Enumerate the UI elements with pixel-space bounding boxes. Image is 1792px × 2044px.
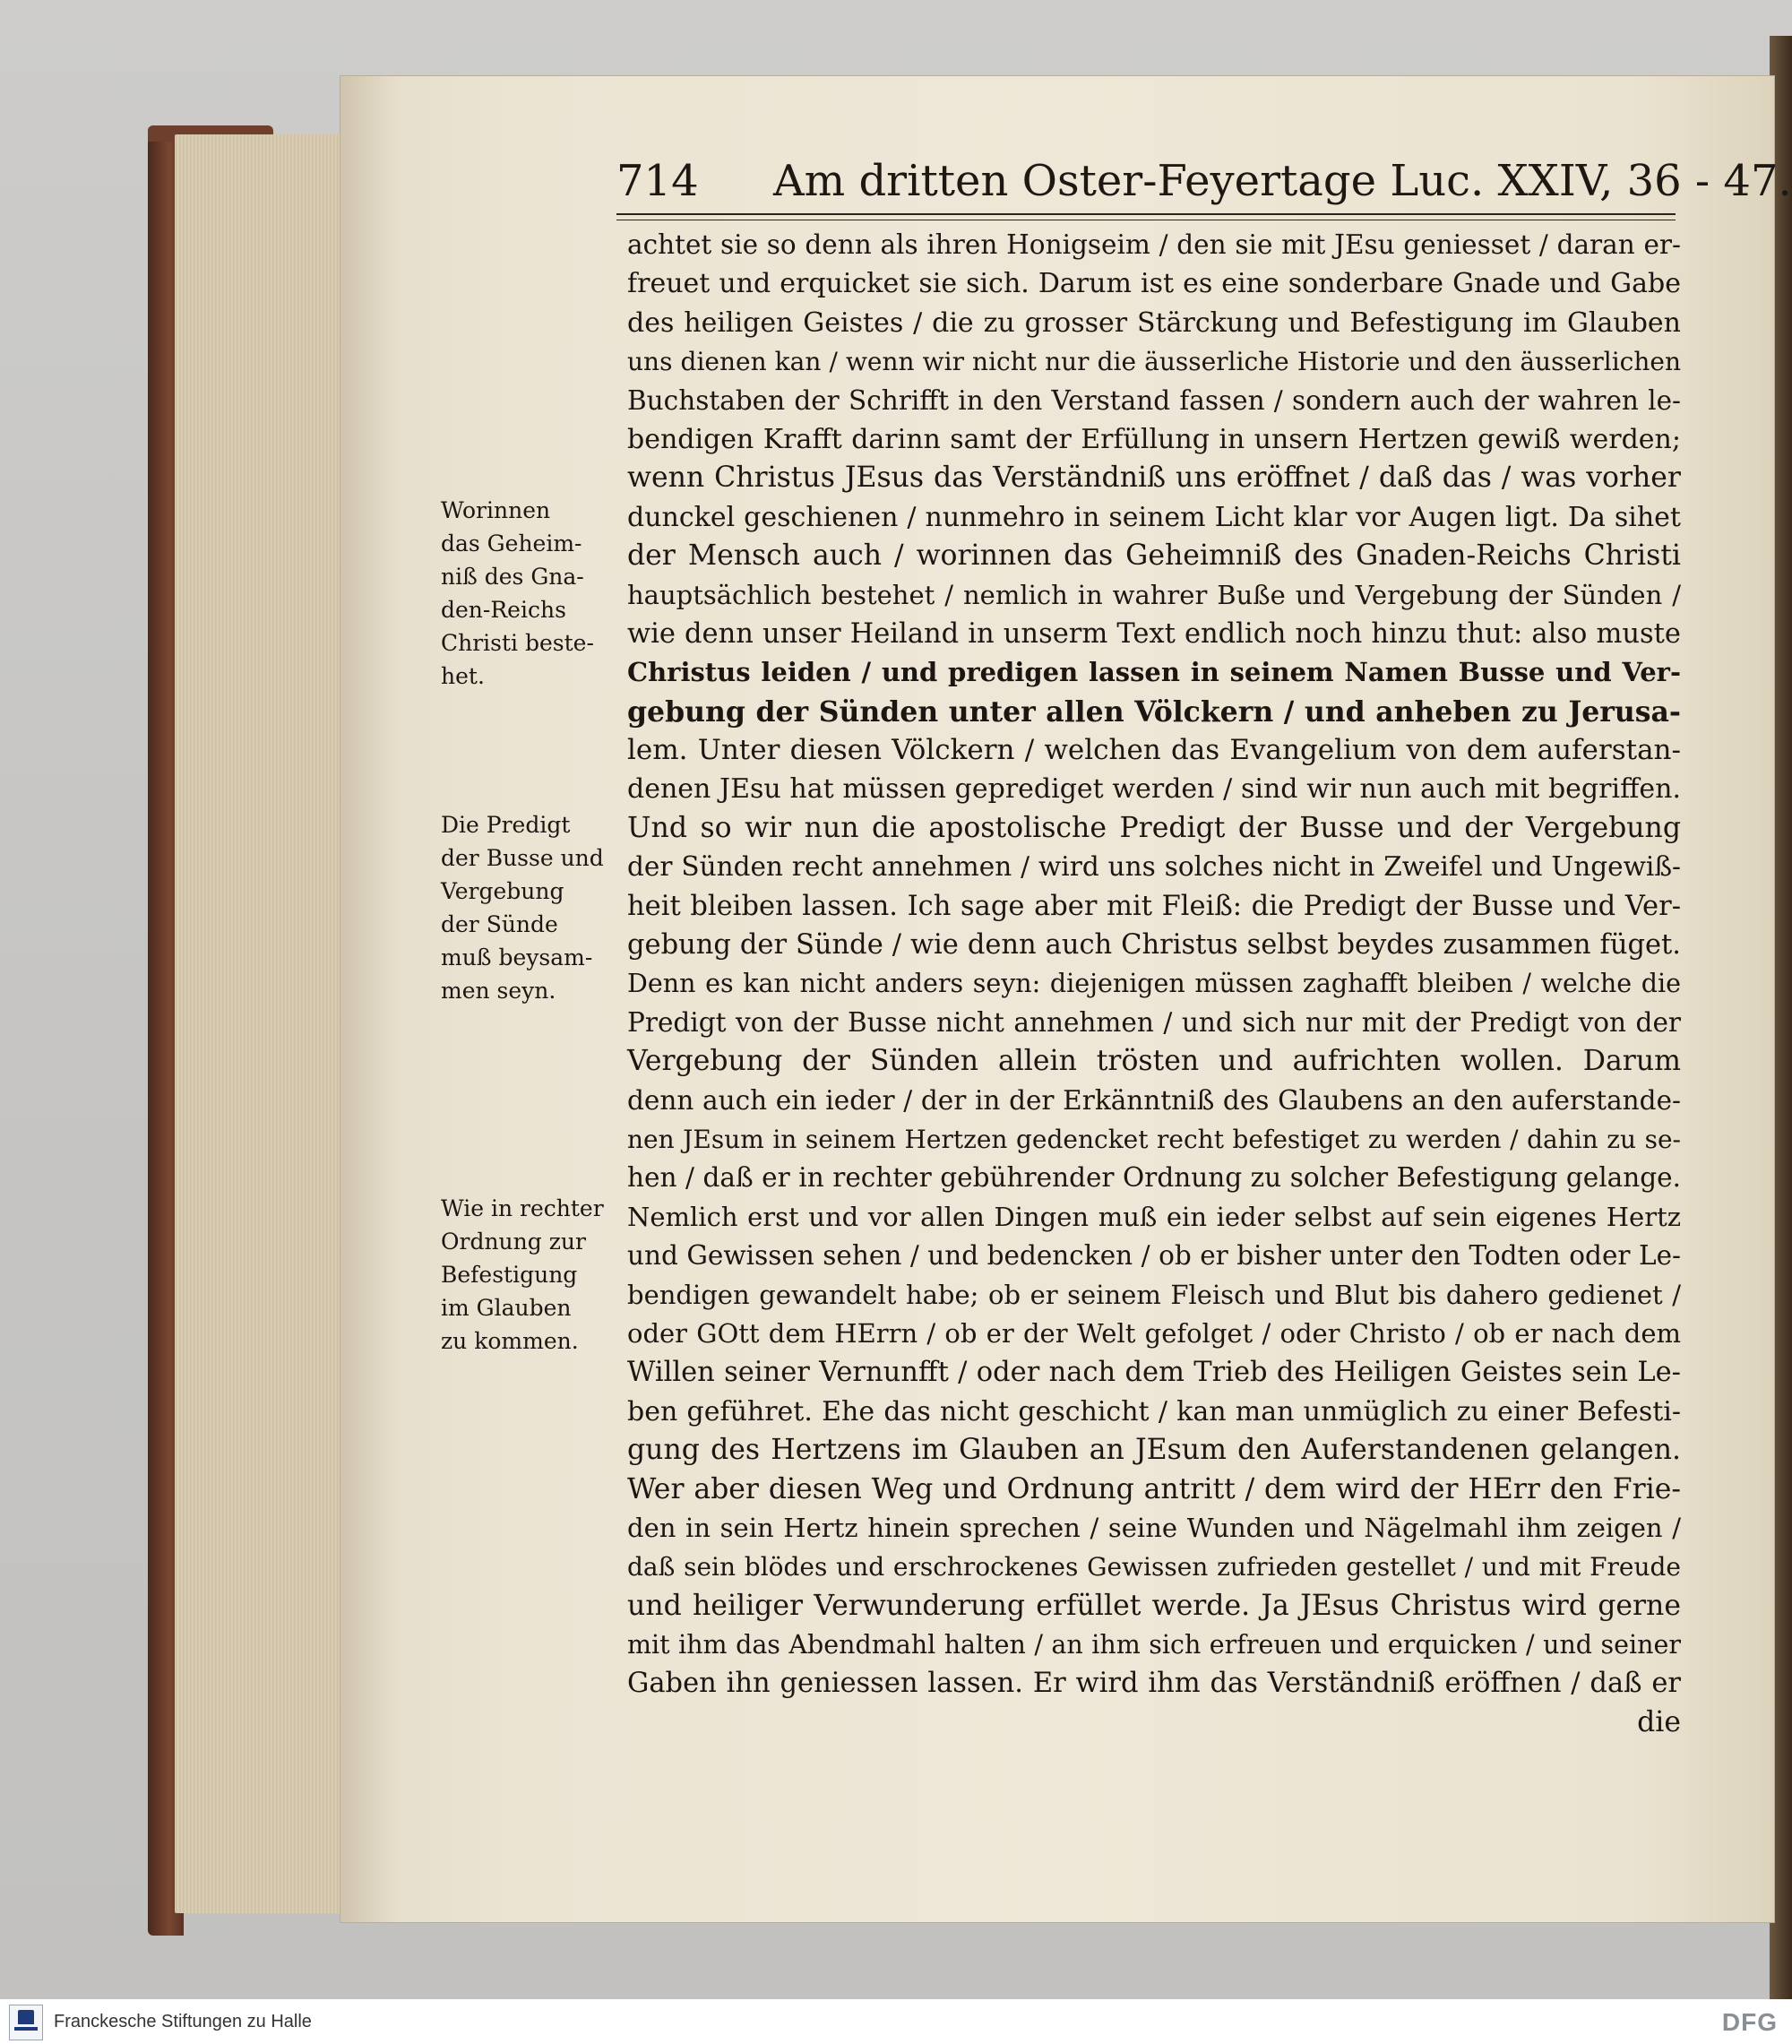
marginal-line: der Busse und [441,845,604,871]
text-line: denen JEsu hat müssen geprediget werden / sind wir nun auch mit begriffen. [627,773,1681,806]
text-line: den in sein Hertz hinein sprechen / seine Wunden und Nägelmahl ihm zeigen / [627,1512,1681,1543]
text-line: achtet sie so denn als ihren Honigseim / den sie mit JEsu geniesset / daran er- [627,229,1681,260]
text-line: lem. Unter diesen Völckern / welchen das Evangelium von dem auferstan- [627,734,1681,767]
text-line: denn auch ein ieder / der in der Erkänntniß des Glaubens an den auferstande- [627,1084,1681,1116]
text-line: Predigt von der Busse nicht annehmen / und sich nur mit der Predigt von der [627,1006,1681,1038]
text-line: bendigen Krafft darinn samt der Erfüllung in unsern Hertzen gewiß werden; [627,423,1681,455]
marginal-line: das Geheim- [441,530,582,556]
text-line: ben geführet. Ehe das nicht geschicht / kan man unmüglich zu einer Befesti- [627,1395,1681,1427]
marginal-line: im Glauben [441,1295,572,1321]
dfg-logo[interactable]: DFG [1721,2008,1778,2036]
text-line: Vergebung der Sünden allein trösten und aufrichten wollen. Darum [627,1045,1681,1078]
text-line: freuet und erquicket sie sich. Darum ist es eine sonderbare Gnade und Gabe [627,268,1681,300]
text-line: uns dienen kan / wenn wir nicht nur die äusserliche Historie und den äusserlichen [627,347,1681,377]
page-header [616,156,1792,210]
marginal-line: men seyn. [441,978,556,1004]
text-line: daß sein blödes und erschrockenes Gewissen zufrieden gestellet / und mit Freude [627,1552,1681,1583]
page-number: 714 [616,156,699,206]
text-line: dunckel geschienen / nunmehro in seinem Licht klar vor Augen ligt. Da sihet [627,501,1681,533]
page-block-edges [175,134,354,1913]
text-line: bendigen gewandelt habe; ob er seinem Fleisch und Blut bis dahero gedienet / [627,1279,1681,1310]
marginal-line: niß des Gna- [441,564,584,590]
header-rule [616,213,1676,215]
marginal-line: der Sünde [441,911,558,937]
text-line: des heiligen Geistes / die zu grosser Stärckung und Befestigung im Glauben [627,306,1681,339]
text-line: gebung der Sünde / wie denn auch Christus selbst beydes zusammen füget. [627,929,1681,962]
text-line: Willen seiner Vernunfft / oder nach dem Trieb des Heiligen Geistes sein Le- [627,1357,1681,1389]
text-line: gebung der Sünden unter allen Völckern / und anheben zu Jerusa- [627,694,1681,729]
text-line: und heiliger Verwunderung erfüllet werde. Ja JEsus Christus wird gerne [627,1589,1681,1622]
marginal-note-3 [441,1192,620,1358]
text-line: Christus leiden / und predigen lassen in seinem Namen Busse und Ver- [627,657,1681,688]
text-line: Wer aber diesen Weg und Ordnung antritt / dem wird der HErr den Frie- [627,1472,1681,1505]
text-line: wie denn unser Heiland in unserm Text endlich noch hinzu thut: also muste [627,617,1681,650]
text-line: Denn es kan nicht anders seyn: diejenigen müssen zaghafft bleiben / welche die [627,969,1681,999]
text-line: hauptsächlich bestehet / nemlich in wahrer Buße und Vergebung der Sünden / [627,579,1681,610]
marginal-line: Wie in rechter [441,1195,604,1221]
text-line: Gaben ihn geniessen lassen. Er wird ihm das Verständniß eröffnen / daß er [627,1668,1681,1700]
marginal-line: Vergebung [441,878,564,904]
text-line: oder GOtt dem HErrn / ob er der Welt gefolget / oder Christo / ob er nach dem [627,1317,1681,1349]
text-line: hen / daß er in rechter gebührender Ordnung zu solcher Befestigung gelange. [627,1162,1681,1194]
marginal-note-2 [441,808,620,1007]
text-line: Nemlich erst und vor allen Dingen muß ein ieder selbst auf sein eigenes Hertz [627,1201,1681,1232]
body-text [627,226,1681,1742]
text-line: nen JEsum in seinem Hertzen gedencket recht befestiget zu werden / dahin zu se- [627,1124,1681,1154]
text-line: gung des Hertzens im Glauben an JEsum den Auferstandenen gelangen. [627,1434,1681,1467]
marginal-line: muß beysam- [441,944,593,970]
text-line: wenn Christus JEsus das Verständniß uns eröffnet / daß das / was vorher [627,461,1681,495]
text-line: Buchstaben der Schrifft in den Verstand fassen / sondern auch der wahren le- [627,384,1681,416]
marginal-line: zu kommen. [441,1328,579,1354]
text-line: der Mensch auch / worinnen das Geheimniß des Gnaden-Reichs Christi [627,539,1681,573]
marginal-line: Christi beste- [441,630,594,656]
text-line: der Sünden recht annehmen / wird uns solches nicht in Zweifel und Ungewiß- [627,851,1681,883]
text-line: Und so wir nun die apostolische Predigt der Busse und der Vergebung [627,811,1681,844]
marginal-line: den-Reichs [441,597,566,623]
marginal-line: Ordnung zur [441,1229,586,1255]
text-line: heit bleiben lassen. Ich sage aber mit Fleiß: die Predigt der Busse und Ver- [627,890,1681,922]
running-title: Am dritten Oster-Feyertage Luc. XXIV, 36 - 47. [773,156,1792,206]
catchword: die [1637,1705,1681,1738]
marginal-line: Worinnen [441,497,551,523]
text-line: mit ihm das Abendmahl halten / an ihm sich erfreuen und erquicken / und seiner [627,1630,1681,1660]
viewer-footer [0,1999,1792,2044]
marginal-note-1 [441,494,620,693]
foundation-building-icon[interactable] [9,2005,43,2040]
marginal-line: Befestigung [441,1262,578,1288]
text-line: und Gewissen sehen / und bedencken / ob er bisher unter den Todten oder Le- [627,1240,1681,1272]
marginal-line: het. [441,663,485,689]
institution-name[interactable]: Franckesche Stiftungen zu Halle [54,2012,312,2031]
marginal-line: Die Predigt [441,812,571,838]
